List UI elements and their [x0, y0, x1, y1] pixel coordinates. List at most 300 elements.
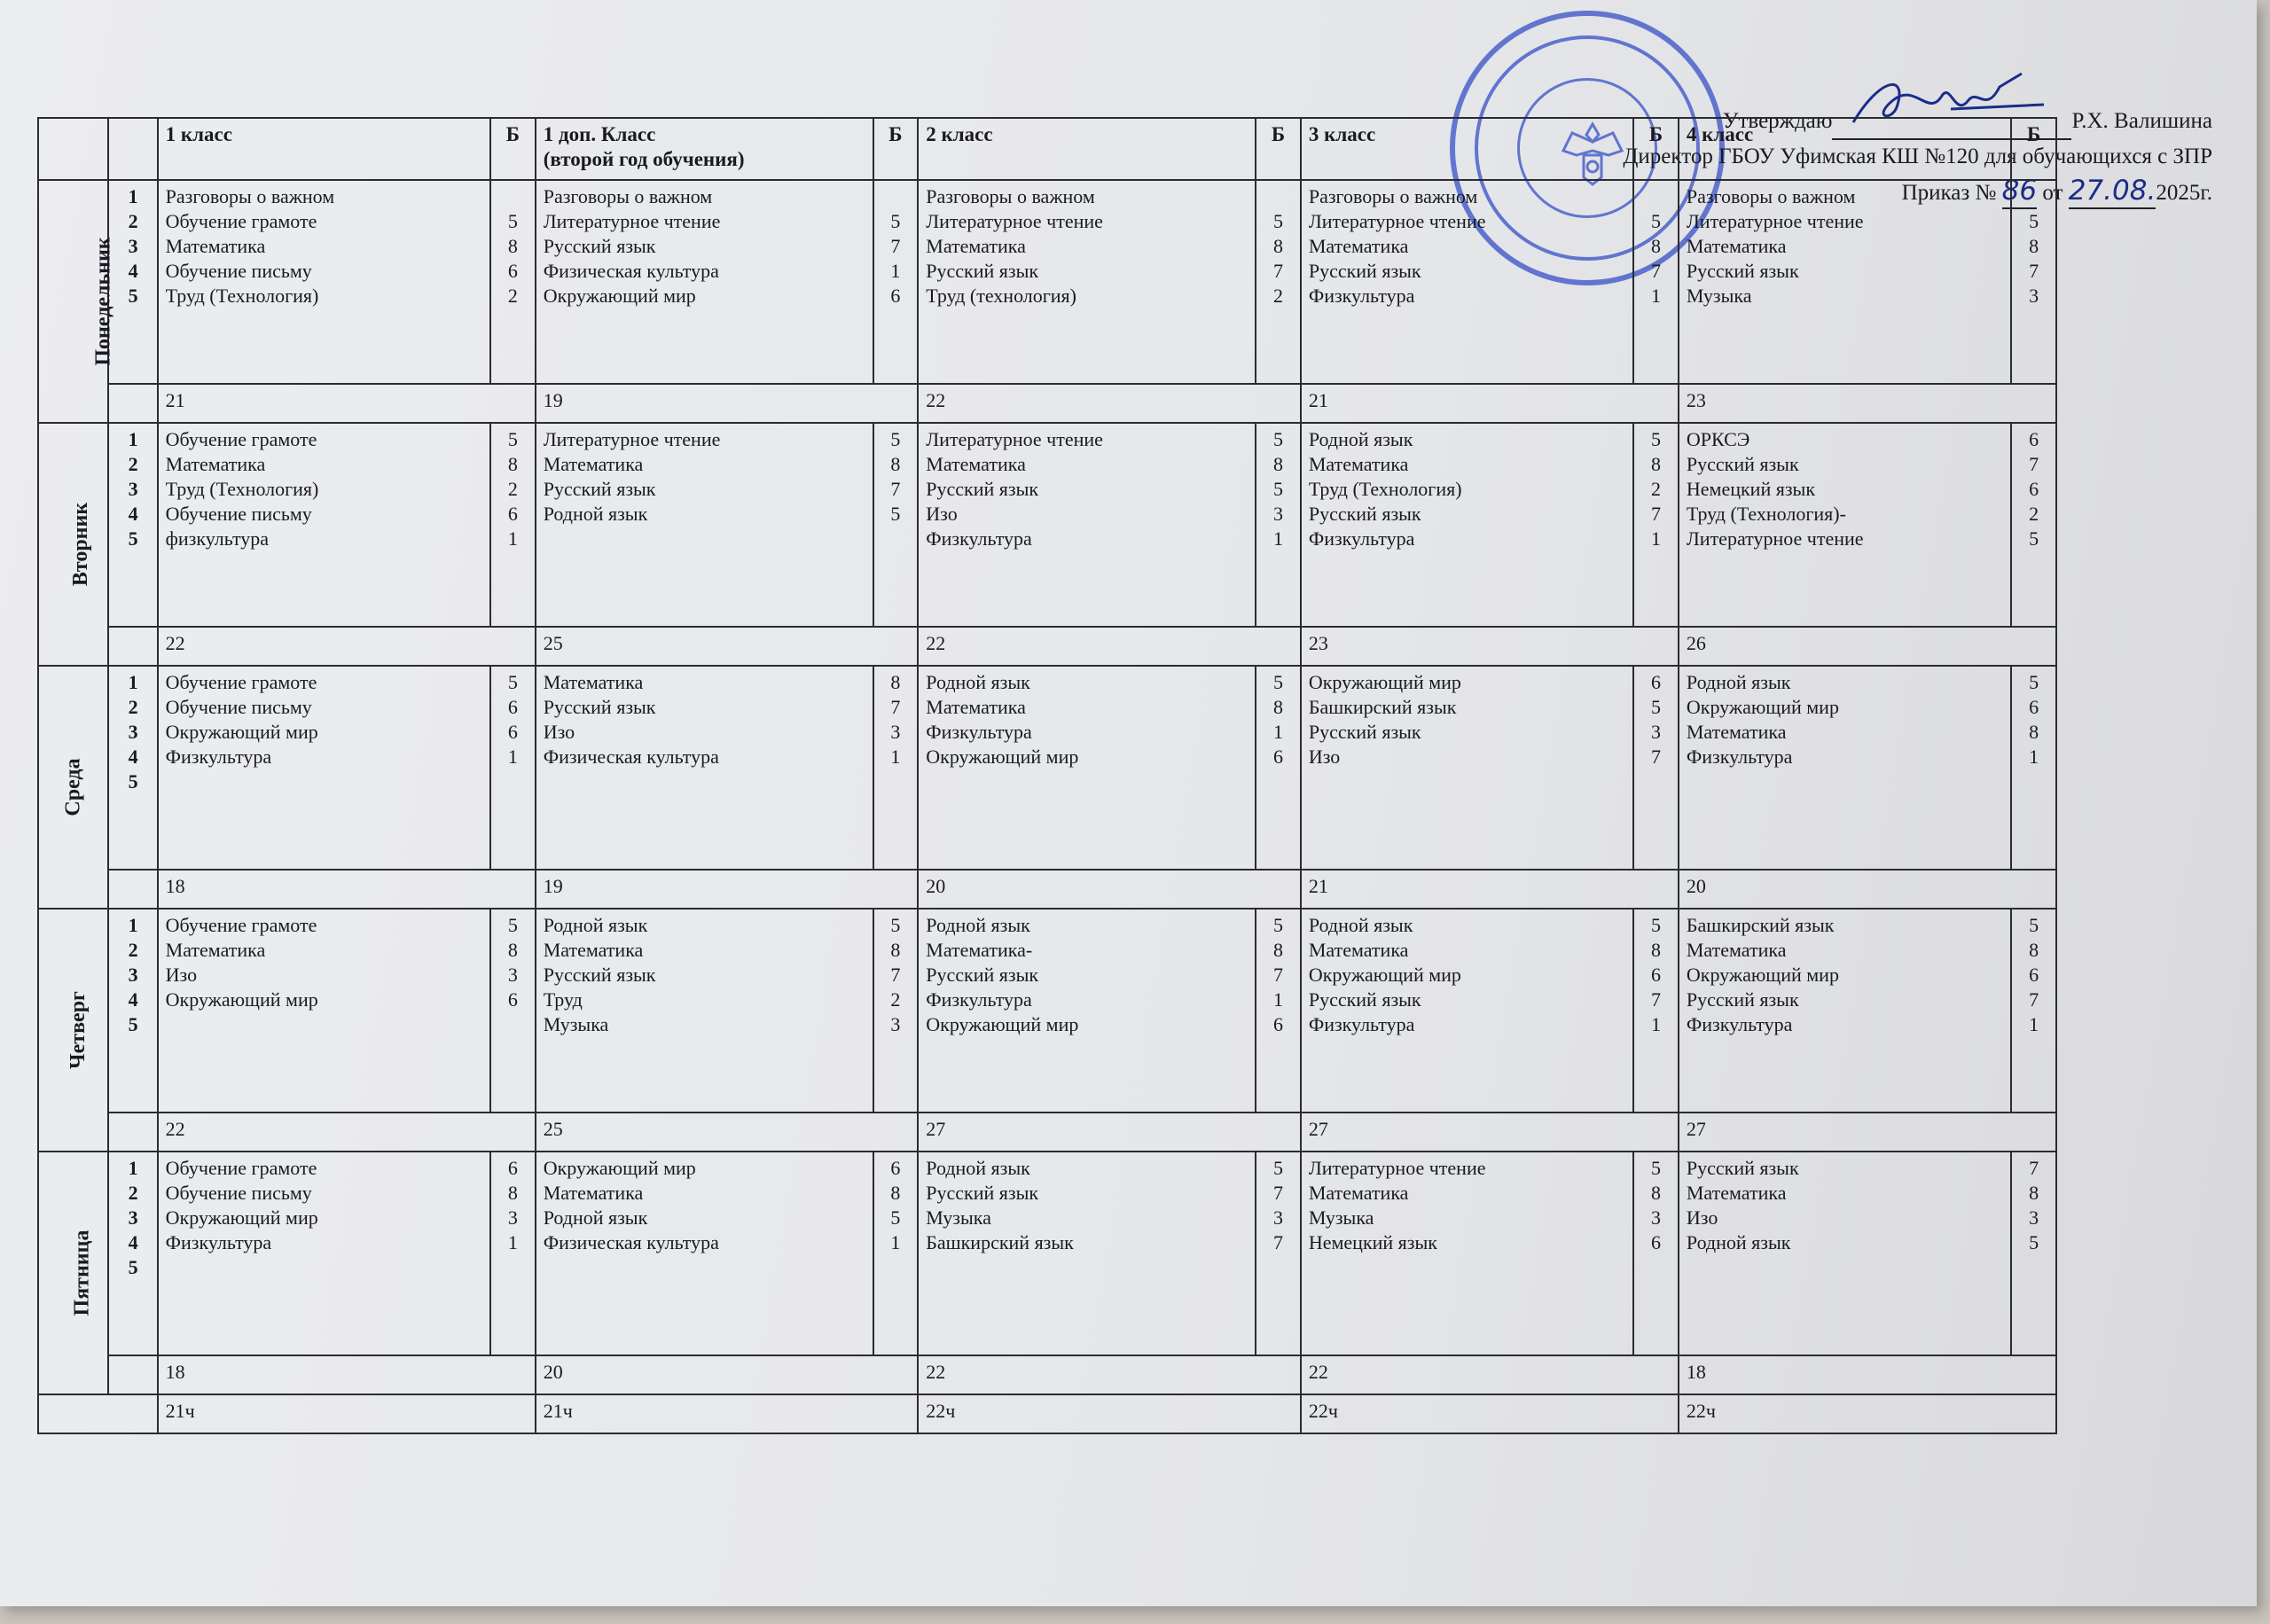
subjects-cell	[1679, 1152, 2011, 1355]
points-cell	[490, 1152, 536, 1355]
points-cell	[1633, 666, 1679, 870]
subject-item: Обучение письму	[165, 696, 312, 718]
director-name: Р.Х. Валишина	[2071, 109, 2212, 133]
points-value: 1	[890, 1231, 901, 1253]
daily-total: 18	[158, 1355, 536, 1394]
subject-item: Физкультура	[1308, 285, 1415, 307]
lesson-number: 3	[128, 235, 138, 257]
points-value: 1	[890, 260, 901, 282]
subject-item: Литературное чтение	[1686, 527, 1864, 550]
subject-item: Русский язык	[543, 235, 656, 257]
subject-item: Родной язык	[543, 1206, 648, 1229]
day-name-cell	[38, 1152, 108, 1394]
subjects-cell	[158, 180, 490, 384]
points-value: 1	[1650, 285, 1661, 307]
blank-cell	[38, 1394, 158, 1433]
header-b: Б	[1256, 118, 1301, 180]
points-value: 7	[1272, 1231, 1283, 1253]
subject-item: Музыка	[1686, 285, 1752, 307]
points-value: 8	[2029, 721, 2039, 743]
points-value: 8	[1272, 939, 1283, 961]
subject-item: Окружающий мир	[1308, 671, 1461, 693]
lesson-number: 2	[128, 1182, 138, 1204]
points-value: 7	[890, 235, 901, 257]
points-value: 5	[2029, 671, 2039, 693]
points-value: 6	[1272, 746, 1283, 768]
subject-item: Обучение письму	[165, 503, 312, 525]
points-value: 1	[507, 527, 518, 550]
points-value: 7	[890, 964, 901, 986]
points-value: 5	[1272, 210, 1283, 232]
subjects-cell	[1679, 180, 2011, 384]
lesson-numbers	[108, 180, 157, 384]
points-cell	[2011, 180, 2056, 384]
points-value: 5	[2029, 914, 2039, 936]
lesson-number: 2	[128, 453, 138, 475]
points-cell	[2011, 1152, 2056, 1355]
subjects-cell	[536, 909, 873, 1113]
subject-item: Математика	[165, 453, 266, 475]
points-value	[1641, 184, 1671, 209]
subjects-cell	[1301, 909, 1633, 1113]
daily-total: 19	[536, 384, 919, 423]
subject-item: Родной язык	[1308, 914, 1413, 936]
lesson-number: 2	[128, 210, 138, 232]
points-cell	[1256, 666, 1301, 870]
lesson-number: 5	[128, 1013, 138, 1035]
points-value: 1	[1650, 1013, 1661, 1035]
header-b: Б	[2011, 118, 2056, 180]
header-class-1-dop: 1 доп. Класс (второй год обучения)	[536, 118, 873, 180]
day-row	[38, 423, 2056, 627]
subjects-cell	[918, 180, 1256, 384]
lesson-number: 1	[128, 185, 138, 207]
points-value: 8	[2029, 1182, 2039, 1204]
points-value: 2	[2029, 503, 2039, 525]
points-value: 8	[1650, 453, 1661, 475]
subject-item: Математика	[926, 453, 1026, 475]
points-cell	[873, 423, 919, 627]
subjects-cell	[1301, 180, 1633, 384]
subject-item: Обучение грамоте	[165, 1157, 317, 1179]
lesson-number: 4	[128, 746, 138, 768]
lesson-number: 4	[128, 260, 138, 282]
subject-item: Окружающий мир	[165, 988, 318, 1011]
points-value: 1	[2029, 746, 2039, 768]
subject-item: Труд	[543, 988, 583, 1011]
subject-item: Физкультура	[1308, 527, 1415, 550]
points-value: 3	[2029, 285, 2039, 307]
director-title: Директор ГБОУ Уфимская КШ №120 для обучающихся с ЗПР	[1623, 144, 2212, 168]
points-value: 7	[2029, 988, 2039, 1011]
subject-item: Разговоры о важном	[1686, 185, 1856, 207]
points-value: 5	[2029, 210, 2039, 232]
subject-item: Башкирский язык	[926, 1231, 1074, 1253]
subject-item: Математика	[1686, 235, 1787, 257]
points-value: 5	[1272, 671, 1283, 693]
blank-cell	[108, 870, 157, 909]
subject-item: Физкультура	[926, 988, 1032, 1011]
subject-item: Литературное чтение	[1308, 210, 1486, 232]
lesson-number: 5	[128, 285, 138, 307]
subject-item: Музыка	[926, 1206, 991, 1229]
order-date: 27.08.	[2069, 174, 2156, 209]
day-row	[38, 1152, 2056, 1355]
header-row	[38, 118, 2056, 180]
points-value: 8	[1650, 235, 1661, 257]
points-value: 6	[2029, 696, 2039, 718]
points-cell	[873, 666, 919, 870]
subject-item: Физическая культура	[543, 746, 719, 768]
subjects-cell	[158, 909, 490, 1113]
day-name: Понедельник	[91, 237, 115, 366]
subjects-cell	[536, 1152, 873, 1355]
points-value: 6	[890, 285, 901, 307]
points-value: 8	[890, 939, 901, 961]
subject-item: Немецкий язык	[1308, 1231, 1437, 1253]
points-value	[498, 184, 528, 209]
subject-item: Русский язык	[926, 260, 1039, 282]
daily-total: 22	[158, 1113, 536, 1152]
points-value: 7	[1272, 964, 1283, 986]
subject-item: Математика	[1686, 1182, 1787, 1204]
points-value: 7	[1650, 988, 1661, 1011]
subject-item: Математика	[543, 453, 644, 475]
subjects-cell	[1301, 1152, 1633, 1355]
points-cell	[1633, 180, 1679, 384]
lesson-numbers	[108, 1152, 157, 1355]
points-value: 1	[1272, 527, 1283, 550]
subject-item: Литературное чтение	[1686, 210, 1864, 232]
points-value: 6	[507, 503, 518, 525]
header-class-3: 3 класс	[1301, 118, 1633, 180]
subject-item: Физкультура	[926, 527, 1032, 550]
subject-item: Математика	[1308, 235, 1409, 257]
points-cell	[873, 1152, 919, 1355]
subject-item: Музыка	[543, 1013, 609, 1035]
day-total-row	[38, 384, 2056, 423]
points-cell	[1256, 909, 1301, 1113]
daily-total: 27	[1679, 1113, 2056, 1152]
points-cell	[1256, 423, 1301, 627]
subject-item: Физкультура	[165, 746, 272, 768]
points-value: 2	[1650, 478, 1661, 500]
subject-item: Русский язык	[926, 964, 1039, 986]
subjects-cell	[536, 666, 873, 870]
subjects-cell	[536, 180, 873, 384]
points-value: 5	[507, 428, 518, 450]
daily-total: 22	[918, 627, 1301, 666]
points-value: 7	[890, 696, 901, 718]
subject-item: Родной язык	[926, 914, 1030, 936]
points-value: 8	[890, 453, 901, 475]
day-row	[38, 909, 2056, 1113]
points-value: 1	[1272, 721, 1283, 743]
subject-item: Литературное чтение	[543, 210, 721, 232]
lesson-numbers	[108, 423, 157, 627]
subject-item: Математика	[926, 235, 1026, 257]
daily-total: 22	[158, 627, 536, 666]
day-name: Пятница	[70, 1230, 94, 1316]
blank-cell	[108, 1113, 157, 1152]
daily-total: 25	[536, 1113, 919, 1152]
points-value: 7	[2029, 260, 2039, 282]
subject-item: Башкирский язык	[1308, 696, 1457, 718]
points-value: 6	[1650, 671, 1661, 693]
subject-item: Русский язык	[1686, 1157, 1799, 1179]
subject-item: Разговоры о важном	[543, 185, 713, 207]
points-value: 5	[1650, 210, 1661, 232]
points-cell	[1256, 180, 1301, 384]
points-cell	[1633, 1152, 1679, 1355]
lesson-number: 5	[128, 527, 138, 550]
day-name-cell	[38, 666, 108, 909]
subject-item: Математика	[1308, 939, 1409, 961]
points-value: 7	[2029, 453, 2039, 475]
subject-item: Физкультура	[165, 1231, 272, 1253]
points-value: 5	[890, 210, 901, 232]
subject-item: Обучение грамоте	[165, 428, 317, 450]
lesson-number: 4	[128, 988, 138, 1011]
subject-item: Математика	[165, 235, 266, 257]
points-value: 6	[507, 721, 518, 743]
points-value: 1	[507, 1231, 518, 1253]
points-value: 5	[1272, 914, 1283, 936]
subject-item: Математика	[1686, 721, 1787, 743]
points-value: 6	[507, 260, 518, 282]
subject-item: Русский язык	[1686, 453, 1799, 475]
subject-item: Обучение грамоте	[165, 914, 317, 936]
points-value: 6	[1650, 1231, 1661, 1253]
day-name: Четверг	[66, 991, 90, 1069]
lesson-number: 1	[128, 428, 138, 450]
subject-item: Обучение грамоте	[165, 210, 317, 232]
subject-item: Окружающий мир	[543, 1157, 696, 1179]
points-cell	[873, 180, 919, 384]
daily-total: 25	[536, 627, 919, 666]
subject-item: Физкультура	[926, 721, 1032, 743]
day-name: Вторник	[69, 502, 93, 587]
subject-item: Родной язык	[1686, 671, 1791, 693]
subject-item: Математика	[1686, 939, 1787, 961]
points-cell	[1633, 909, 1679, 1113]
points-cell	[490, 666, 536, 870]
lesson-number: 1	[128, 671, 138, 693]
subject-item: Разговоры о важном	[165, 185, 335, 207]
day-name-cell	[38, 180, 115, 423]
subjects-cell	[158, 423, 490, 627]
blank-cell	[108, 384, 157, 423]
day-row	[38, 180, 2056, 384]
subject-item: Русский язык	[1308, 721, 1421, 743]
weekly-total: 22ч	[1301, 1394, 1679, 1433]
points-value: 5	[507, 210, 518, 232]
points-value: 5	[890, 503, 901, 525]
points-value: 5	[507, 671, 518, 693]
lesson-number: 1	[128, 1157, 138, 1179]
points-value: 5	[1650, 428, 1661, 450]
points-value: 5	[890, 914, 901, 936]
subject-item: Родной язык	[543, 503, 648, 525]
subject-item: Русский язык	[543, 696, 656, 718]
daily-total: 22	[918, 1355, 1301, 1394]
points-value: 2	[507, 478, 518, 500]
points-value: 5	[1650, 696, 1661, 718]
daily-total: 20	[1679, 870, 2056, 909]
header-b: Б	[873, 118, 919, 180]
subject-item: Русский язык	[543, 478, 656, 500]
subject-item: Изо	[1686, 1206, 1718, 1229]
points-value: 2	[890, 988, 901, 1011]
daily-total: 18	[158, 870, 536, 909]
subject-item: Труд (Технология)-	[1686, 503, 1846, 525]
points-value: 1	[507, 746, 518, 768]
subject-item: Математика	[543, 671, 644, 693]
subject-item: Литературное чтение	[543, 428, 721, 450]
lesson-number: 4	[128, 503, 138, 525]
points-cell	[2011, 423, 2056, 627]
subject-item: Окружающий мир	[1308, 964, 1461, 986]
subject-item: ОРКСЭ	[1686, 428, 1750, 450]
points-value: 6	[890, 1157, 901, 1179]
subject-item: Обучение грамоте	[165, 671, 317, 693]
subject-item: Математика	[926, 696, 1026, 718]
subject-item: Окружающий мир	[926, 1013, 1079, 1035]
points-value: 2	[507, 285, 518, 307]
points-value: 7	[1272, 260, 1283, 282]
daily-total: 27	[918, 1113, 1301, 1152]
lesson-number: 1	[128, 914, 138, 936]
day-total-row	[38, 870, 2056, 909]
points-value: 6	[1272, 1013, 1283, 1035]
points-cell	[490, 423, 536, 627]
subject-item: Труд (Технология)	[1308, 478, 1462, 500]
subjects-cell	[158, 1152, 490, 1355]
day-total-row	[38, 1355, 2056, 1394]
points-cell	[1633, 423, 1679, 627]
subject-item: физкультура	[165, 527, 270, 550]
weekly-total: 22ч	[918, 1394, 1301, 1433]
subject-item: Русский язык	[1686, 260, 1799, 282]
points-value: 8	[507, 453, 518, 475]
points-value	[2019, 184, 2048, 209]
subject-item: Русский язык	[543, 964, 656, 986]
points-value: 6	[507, 696, 518, 718]
order-number: 86	[2002, 174, 2037, 209]
lesson-numbers	[108, 909, 157, 1113]
points-value	[881, 184, 911, 209]
points-value: 8	[890, 1182, 901, 1204]
subject-item: Разговоры о важном	[926, 185, 1095, 207]
approve-word: Утверждаю	[1722, 109, 1833, 133]
subjects-cell	[1301, 666, 1633, 870]
points-value: 1	[890, 746, 901, 768]
points-value: 5	[1650, 1157, 1661, 1179]
points-value: 8	[1650, 939, 1661, 961]
subject-item: Изо	[1308, 746, 1341, 768]
points-value: 8	[1650, 1182, 1661, 1204]
points-value: 8	[1272, 696, 1283, 718]
daily-total: 21	[1301, 870, 1679, 909]
subjects-cell	[1679, 423, 2011, 627]
daily-total: 22	[1301, 1355, 1679, 1394]
day-total-row	[38, 1113, 2056, 1152]
subjects-cell	[918, 1152, 1256, 1355]
points-value: 7	[1650, 503, 1661, 525]
subjects-cell	[158, 666, 490, 870]
subjects-cell	[918, 666, 1256, 870]
subject-item: Математика	[543, 939, 644, 961]
subject-item: Окружающий мир	[1686, 696, 1839, 718]
subject-item: Труд (Технология)	[165, 285, 319, 307]
subject-item: Окружающий мир	[543, 285, 696, 307]
points-value: 3	[1272, 503, 1283, 525]
subjects-cell	[1301, 423, 1633, 627]
lesson-number: 2	[128, 939, 138, 961]
subjects-cell	[918, 909, 1256, 1113]
subject-item: Русский язык	[1308, 988, 1421, 1011]
points-value: 5	[890, 1206, 901, 1229]
subject-item: Труд (Технология)	[165, 478, 319, 500]
points-value: 6	[2029, 428, 2039, 450]
lesson-numbers	[108, 666, 157, 870]
daily-total: 23	[1679, 384, 2056, 423]
subject-item: Математика-	[926, 939, 1033, 961]
points-value: 5	[2029, 527, 2039, 550]
subject-item: Русский язык	[1686, 988, 1799, 1011]
subject-item: Физкультура	[1686, 1013, 1793, 1035]
subject-item: Русский язык	[926, 1182, 1039, 1204]
points-value: 1	[1272, 988, 1283, 1011]
points-value: 5	[890, 428, 901, 450]
blank-cell	[108, 1355, 157, 1394]
points-value	[1264, 184, 1293, 209]
subject-item: Изо	[165, 964, 198, 986]
subject-item: Русский язык	[1308, 503, 1421, 525]
subject-item: Окружающий мир	[165, 1206, 318, 1229]
subject-item: Изо	[926, 503, 958, 525]
subject-item: Физическая культура	[543, 260, 719, 282]
points-value: 7	[1650, 746, 1661, 768]
subjects-cell	[1679, 666, 2011, 870]
daily-total: 20	[918, 870, 1301, 909]
day-name: Среда	[61, 758, 85, 816]
daily-total: 20	[536, 1355, 919, 1394]
subject-item: Физическая культура	[543, 1231, 719, 1253]
points-cell	[490, 180, 536, 384]
day-total-row	[38, 627, 2056, 666]
points-cell	[490, 909, 536, 1113]
points-value: 8	[1272, 453, 1283, 475]
num-header	[108, 118, 157, 180]
subject-item: Родной язык	[926, 671, 1030, 693]
header-class-2: 2 класс	[918, 118, 1256, 180]
header-class-4: 4 класс	[1679, 118, 2011, 180]
subject-item: Разговоры о важном	[1308, 185, 1478, 207]
subject-item: Литературное чтение	[926, 428, 1103, 450]
points-value: 3	[1650, 721, 1661, 743]
subjects-cell	[918, 423, 1256, 627]
subject-item: Литературное чтение	[926, 210, 1103, 232]
points-value: 3	[1650, 1206, 1661, 1229]
points-value: 7	[2029, 1157, 2039, 1179]
subject-item: Окружающий мир	[926, 746, 1079, 768]
subject-item: Математика	[1308, 453, 1409, 475]
lesson-number: 5	[128, 1256, 138, 1278]
subject-item: Физкультура	[1308, 1013, 1415, 1035]
points-value: 8	[890, 671, 901, 693]
subject-item: Окружающий мир	[1686, 964, 1839, 986]
